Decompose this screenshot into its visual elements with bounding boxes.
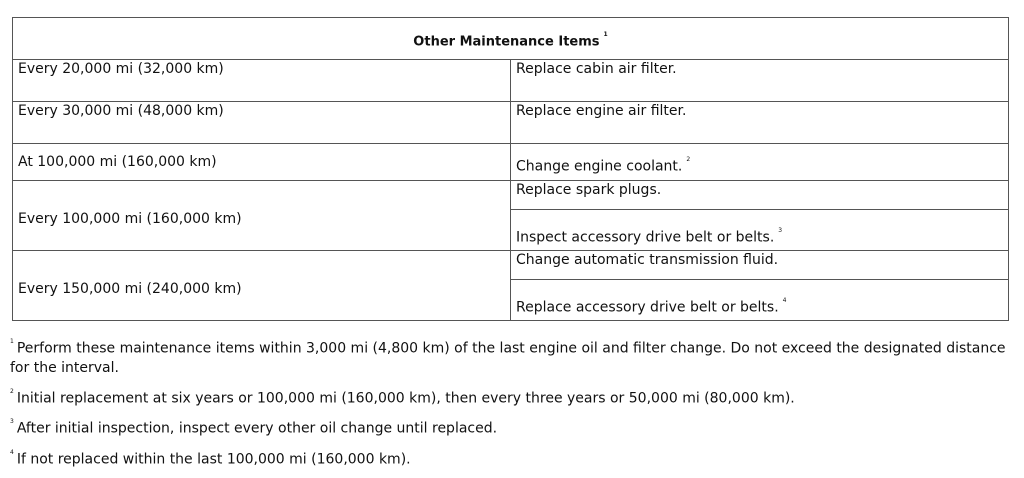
footnote-mark: 4 [10, 448, 14, 456]
table-row [13, 60, 1009, 102]
footnote [10, 447, 1014, 470]
item-text: Change automatic transmission fluid. [516, 252, 779, 268]
item-text: Replace engine air filter. [516, 103, 687, 119]
table-title [13, 18, 1009, 60]
footnote [10, 336, 1014, 378]
footnote [10, 416, 1014, 439]
table-title-text: Other Maintenance Items [413, 34, 600, 50]
footnote-mark: 3 [10, 418, 14, 426]
footnote-ref: 2 [686, 155, 691, 163]
footnote-text: After initial inspection, inspect every other oil change until replaced. [16, 420, 498, 437]
footnote [10, 386, 1014, 409]
footnote-text: If not replaced within the last 100,000 mi (160,000 km). [16, 451, 411, 468]
table-header-row [13, 18, 1009, 60]
footnote-ref: 4 [782, 297, 787, 305]
item-cell [511, 280, 1009, 321]
item-cell [511, 210, 1009, 251]
maintenance-table [12, 17, 1009, 321]
interval-cell: Every 150,000 mi (240,000 km) [13, 251, 511, 321]
interval-cell: Every 30,000 mi (48,000 km) [13, 102, 511, 144]
table-row [13, 102, 1009, 144]
item-cell [511, 181, 1009, 210]
table-row [13, 144, 1009, 181]
table-row [13, 181, 1009, 210]
item-text: Replace cabin air filter. [516, 61, 677, 77]
item-text: Replace spark plugs. [516, 182, 662, 198]
item-text: Inspect accessory drive belt or belts. [516, 230, 775, 246]
item-cell [511, 102, 1009, 144]
interval-cell: At 100,000 mi (160,000 km) [13, 144, 511, 181]
item-text: Change engine coolant. [516, 158, 683, 175]
item-text: Replace accessory drive belt or belts. [516, 300, 779, 316]
footnote-mark: 1 [10, 338, 14, 345]
footnote-mark: 2 [10, 387, 14, 395]
table-row [13, 251, 1009, 280]
item-cell [511, 60, 1009, 102]
footnote-ref: 3 [778, 227, 783, 235]
item-cell [511, 251, 1009, 280]
interval-cell: Every 20,000 mi (32,000 km) [13, 60, 511, 102]
footnote-ref: 1 [603, 30, 608, 38]
item-cell [511, 144, 1009, 181]
footnote-text: Perform these maintenance items within 3,000 mi (4,800 km) of the last engine oil and filter change. Do not exceed the designated distance for the interval. [10, 340, 1006, 376]
footnote-text: Initial replacement at six years or 100,000 mi (160,000 km), then every three years or 50,000 mi (80,000 km). [16, 390, 795, 407]
interval-cell: Every 100,000 mi (160,000 km) [13, 181, 511, 251]
maintenance-table-container [12, 17, 1009, 321]
footnotes [10, 336, 1014, 478]
